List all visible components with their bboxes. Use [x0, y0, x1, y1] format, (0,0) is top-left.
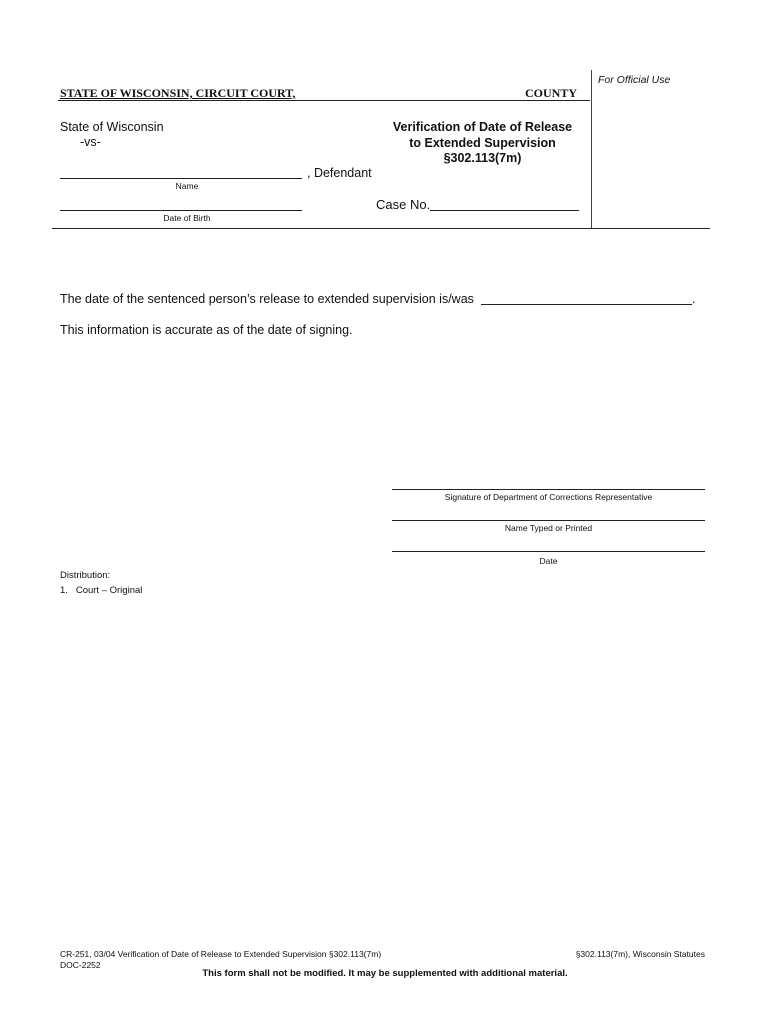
- header-rule: [58, 100, 590, 101]
- modification-notice: This form shall not be modified. It may be supplemented with additional material.: [202, 968, 568, 979]
- defendant-label: , Defendant: [307, 166, 372, 180]
- official-use-label: For Official Use: [598, 74, 671, 86]
- form-title: [370, 120, 595, 167]
- distribution-label: Distribution:: [60, 570, 111, 581]
- caption-bottom-rule: [52, 228, 710, 229]
- case-number-field[interactable]: [430, 210, 579, 211]
- printed-name-caption: Name Typed or Printed: [504, 523, 593, 533]
- versus-label: -vs-: [80, 135, 101, 149]
- statement-period: .: [692, 292, 696, 306]
- accuracy-statement: This information is accurate as of the date of signing.: [60, 323, 353, 337]
- doc-identifier: DOC-2252: [60, 960, 101, 970]
- release-date-statement: The date of the sentenced person’s release to extended supervision is/was: [60, 292, 474, 306]
- defendant-name-field[interactable]: [60, 178, 302, 179]
- form-title-line2: to Extended Supervision: [409, 135, 556, 150]
- statute-reference: §302.113(7m), Wisconsin Statutes: [575, 949, 705, 959]
- signature-field[interactable]: [392, 489, 705, 490]
- distribution-item: 1. Court – Original: [60, 585, 143, 596]
- signature-caption: Signature of Department of Corrections Representative: [444, 492, 653, 502]
- court-heading: STATE OF WISCONSIN, CIRCUIT COURT,: [60, 86, 296, 100]
- dob-caption: Date of Birth: [163, 213, 211, 223]
- plaintiff-name: State of Wisconsin: [60, 120, 164, 134]
- date-of-birth-field[interactable]: [60, 210, 302, 211]
- form-title-line1: Verification of Date of Release: [392, 120, 573, 134]
- date-caption: Date: [539, 556, 558, 566]
- case-number-label: Case No.: [376, 197, 431, 212]
- form-title-line3: §302.113(7m): [443, 151, 522, 165]
- county-heading: COUNTY: [525, 86, 578, 100]
- date-field[interactable]: [392, 551, 705, 552]
- printed-name-field[interactable]: [392, 520, 705, 521]
- name-caption: Name: [175, 181, 199, 191]
- form-identifier: CR-251, 03/04 Verification of Date of Release to Extended Supervision §302.113(7m): [60, 949, 382, 959]
- release-date-field[interactable]: [481, 304, 692, 305]
